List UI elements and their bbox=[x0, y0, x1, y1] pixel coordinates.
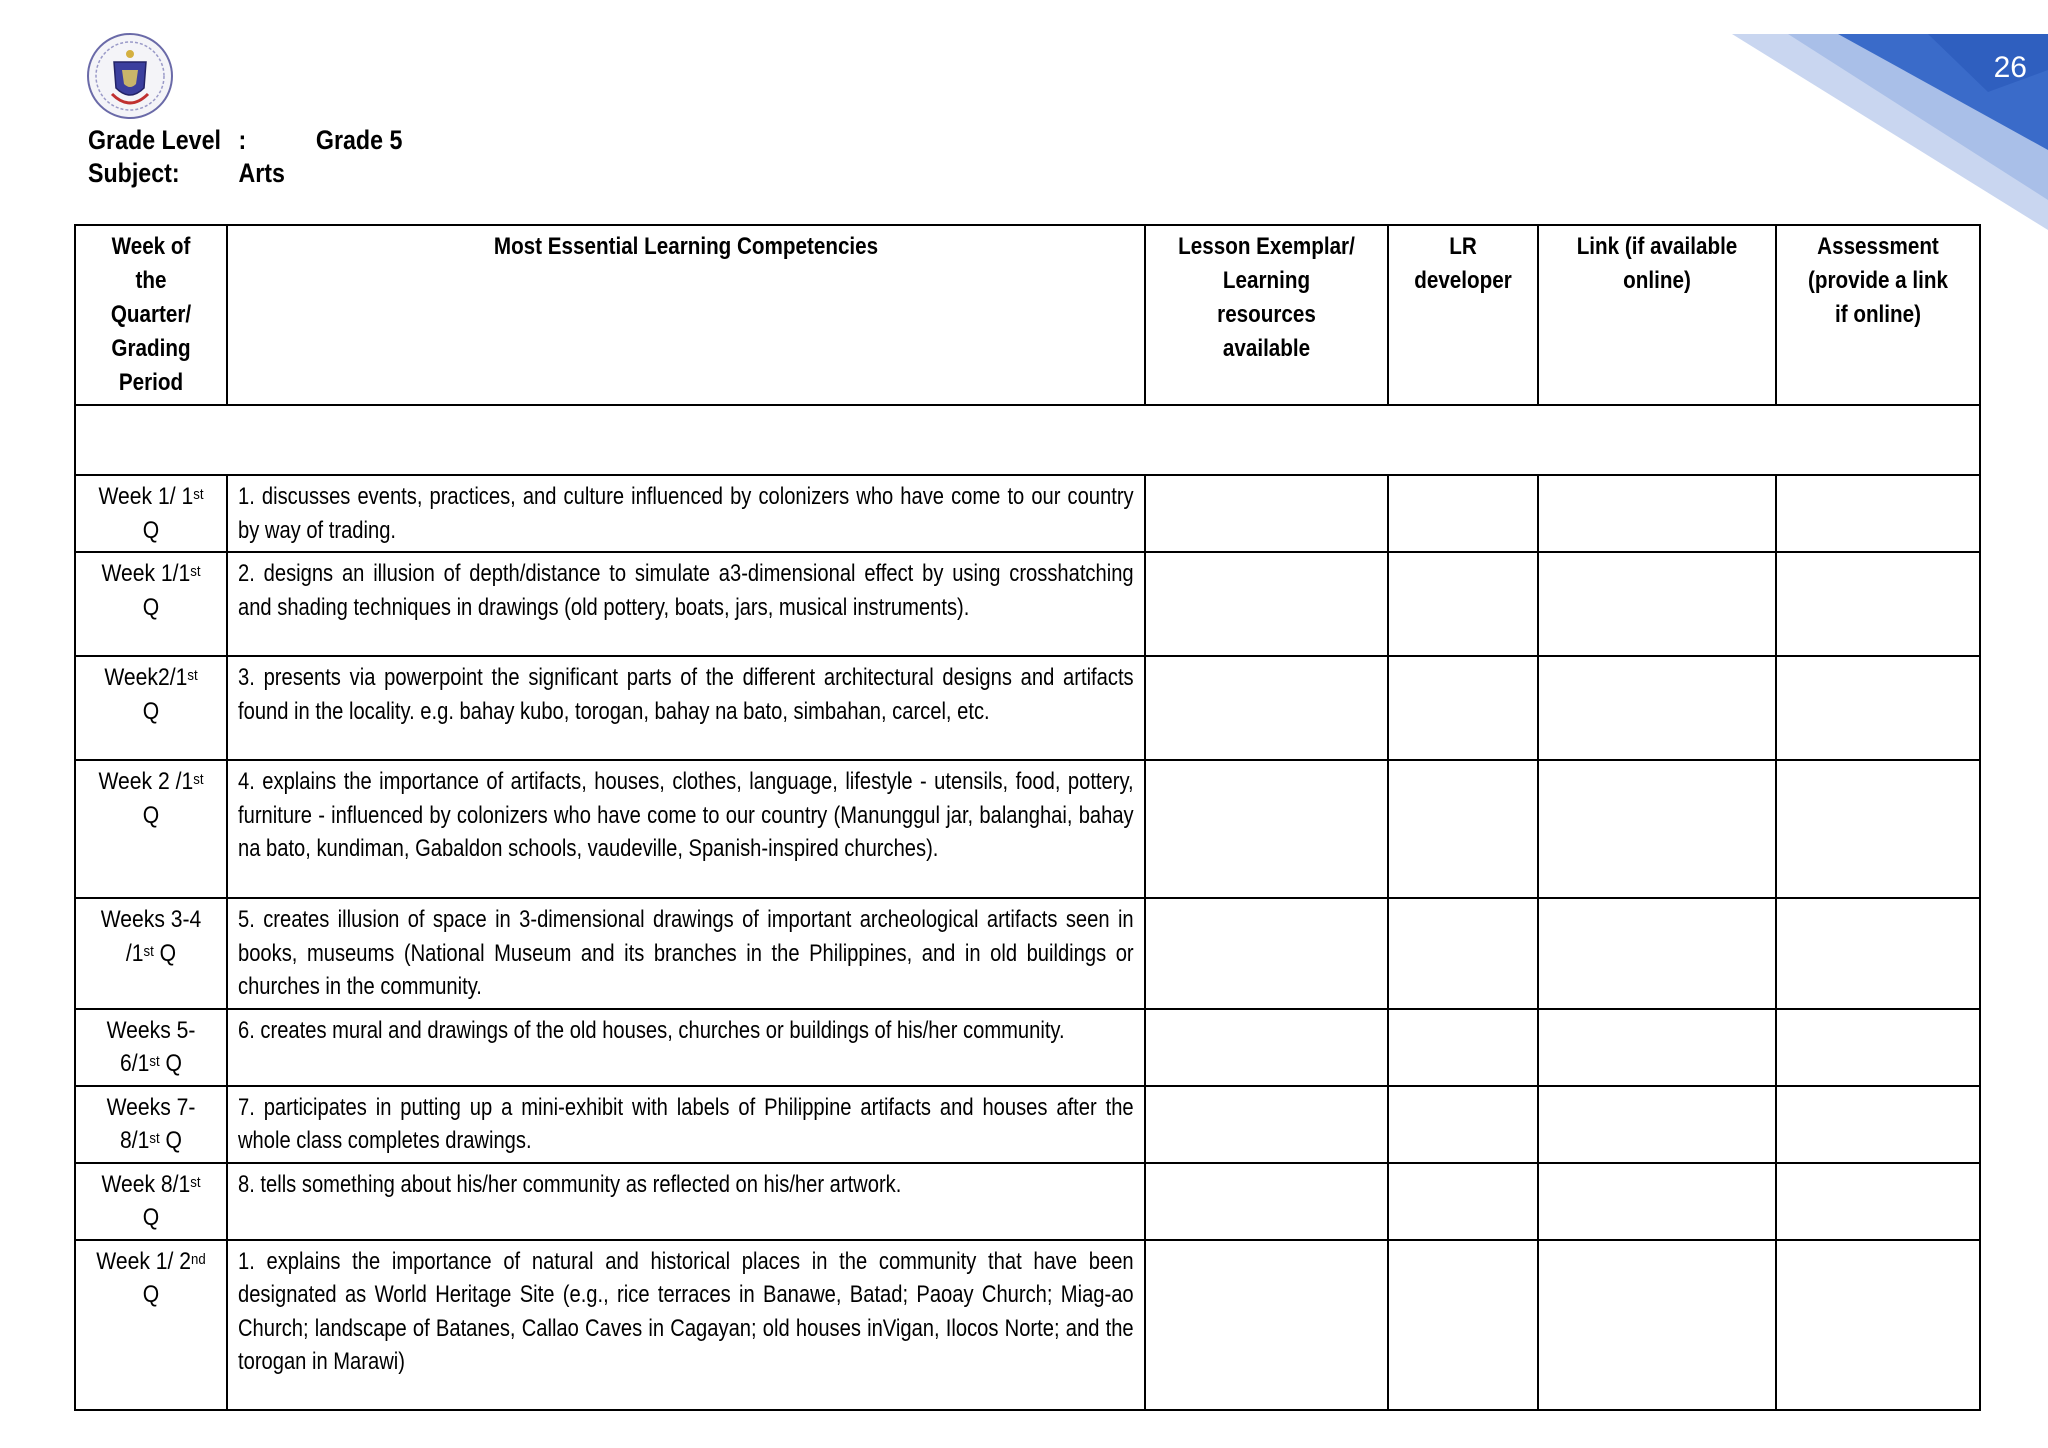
spacer-cell bbox=[75, 405, 1980, 475]
grade-level-value: Grade 5 bbox=[315, 125, 403, 155]
lr-developer-cell bbox=[1388, 898, 1538, 1009]
table-header-row bbox=[75, 225, 1980, 405]
competency-text: 3. presents via powerpoint the significant parts of the different architectural designs and artifacts found in the locality. e.g. bahay kubo, torogan, bahay na bato, simbahan, carcel, etc. bbox=[238, 664, 1134, 725]
week-quarter: Q bbox=[159, 1050, 182, 1077]
header-week: Week of the Quarter/ Grading Period bbox=[75, 225, 227, 405]
lr-developer-cell bbox=[1388, 1163, 1538, 1240]
subject-row bbox=[88, 157, 402, 190]
link-cell bbox=[1538, 475, 1776, 552]
lesson-exemplar-cell bbox=[1145, 475, 1388, 552]
competency-cell bbox=[227, 656, 1145, 760]
document-meta bbox=[88, 124, 402, 190]
week-cell bbox=[75, 1163, 227, 1240]
week-cell bbox=[75, 1086, 227, 1163]
subject-label: Subject: bbox=[88, 158, 180, 188]
week-quarter: Q bbox=[142, 516, 160, 544]
assessment-cell bbox=[1776, 760, 1980, 898]
week-label: Weeks 3-4 /1 bbox=[100, 906, 202, 967]
week-label: Week 1/ 1 bbox=[98, 483, 194, 510]
link-cell bbox=[1538, 898, 1776, 1009]
lesson-exemplar-cell bbox=[1145, 1163, 1388, 1240]
competency-text: 2. designs an illusion of depth/distance to simulate a3-dimensional effect by using crosshatching and shading techniques in drawings (old pottery, boats, jars, musical instruments). bbox=[238, 560, 1134, 621]
header-assessment: Assessment (provide a link if online) bbox=[1776, 225, 1980, 405]
week-label: Week 2 /1 bbox=[98, 768, 194, 795]
lr-developer-cell bbox=[1388, 475, 1538, 552]
assessment-cell bbox=[1776, 552, 1980, 656]
lesson-exemplar-cell bbox=[1145, 760, 1388, 898]
week-cell bbox=[75, 1240, 227, 1410]
table-row bbox=[75, 898, 1980, 1009]
competency-text: 6. creates mural and drawings of the old houses, churches or buildings of his/her community. bbox=[238, 1016, 1065, 1044]
table-row bbox=[75, 656, 1980, 760]
header-link: Link (if available online) bbox=[1538, 225, 1776, 405]
link-cell bbox=[1538, 760, 1776, 898]
header-lesson-exemplar: Lesson Exemplar/ Learning resources available bbox=[1145, 225, 1388, 405]
week-label: Weeks 5-6/1 bbox=[106, 1016, 196, 1077]
week-ordinal-suffix: st bbox=[143, 942, 154, 960]
competency-text: 1. explains the importance of natural and historical places in the community that have been designated as World Heritage Site (e.g., rice terraces in Banawe, Batad; Paoay Church; Miag-ao Church; landscape of Batanes, Callao Caves in Cagayan; old houses inVigan, Ilocos Norte; and the torogan in Marawi) bbox=[238, 1247, 1134, 1375]
table-spacer-row bbox=[75, 405, 1980, 475]
week-quarter: Q bbox=[142, 593, 160, 621]
header-lr-developer: LR developer bbox=[1388, 225, 1538, 405]
assessment-cell bbox=[1776, 475, 1980, 552]
assessment-cell bbox=[1776, 656, 1980, 760]
lesson-exemplar-cell bbox=[1145, 1009, 1388, 1086]
assessment-cell bbox=[1776, 898, 1980, 1009]
competency-cell bbox=[227, 1009, 1145, 1086]
department-seal-logo bbox=[86, 32, 174, 120]
week-quarter: Q bbox=[142, 1204, 160, 1231]
competency-text: 5. creates illusion of space in 3-dimensional drawings of important archeological artifacts seen in books, museums (National Museum and its branches in the Philippines, and in old buildings or churches in the community. bbox=[238, 906, 1134, 1000]
week-ordinal-suffix: st bbox=[190, 1173, 201, 1191]
subject-value: Arts bbox=[238, 158, 285, 188]
table-row bbox=[75, 552, 1980, 656]
week-label: Week 1/ 2 bbox=[96, 1247, 192, 1275]
lr-developer-cell bbox=[1388, 1240, 1538, 1410]
competencies-table bbox=[74, 224, 1981, 1411]
week-ordinal-suffix: st bbox=[149, 1053, 160, 1070]
week-cell bbox=[75, 552, 227, 656]
week-cell bbox=[75, 1009, 227, 1086]
page-number: 26 bbox=[1993, 51, 2027, 84]
week-ordinal-suffix: nd bbox=[191, 1250, 206, 1268]
assessment-cell bbox=[1776, 1240, 1980, 1410]
lesson-exemplar-cell bbox=[1145, 1086, 1388, 1163]
week-quarter: Q bbox=[142, 697, 160, 725]
week-label: Weeks 7-8/1 bbox=[106, 1093, 196, 1154]
week-quarter: Q bbox=[142, 801, 160, 829]
table-row bbox=[75, 475, 1980, 552]
competency-cell bbox=[227, 1163, 1145, 1240]
lr-developer-cell bbox=[1388, 1086, 1538, 1163]
lr-developer-cell bbox=[1388, 552, 1538, 656]
table-row bbox=[75, 1009, 1980, 1086]
competency-cell bbox=[227, 475, 1145, 552]
link-cell bbox=[1538, 656, 1776, 760]
corner-decoration bbox=[1728, 0, 2048, 240]
grade-level-label: Grade Level bbox=[88, 125, 221, 155]
link-cell bbox=[1538, 1086, 1776, 1163]
lesson-exemplar-cell bbox=[1145, 1240, 1388, 1410]
week-quarter: Q bbox=[159, 1127, 182, 1154]
lr-developer-cell bbox=[1388, 656, 1538, 760]
competency-text: 8. tells something about his/her community as reflected on his/her artwork. bbox=[238, 1170, 902, 1198]
week-label: Week 8/1 bbox=[101, 1170, 191, 1198]
competency-cell bbox=[227, 760, 1145, 898]
lesson-exemplar-cell bbox=[1145, 898, 1388, 1009]
lesson-exemplar-cell bbox=[1145, 552, 1388, 656]
link-cell bbox=[1538, 552, 1776, 656]
week-cell bbox=[75, 898, 227, 1009]
assessment-cell bbox=[1776, 1009, 1980, 1086]
lesson-exemplar-cell bbox=[1145, 656, 1388, 760]
table-row bbox=[75, 1086, 1980, 1163]
competency-text: 4. explains the importance of artifacts, houses, clothes, language, lifestyle - utensils, food, pottery, furniture - influenced by colonizers who have come to our country (Manunggul jar, balanghai, bahay na bato, kundiman, Gabaldon schools, vaudeville, Spanish-inspired churches). bbox=[238, 768, 1134, 862]
competency-cell bbox=[227, 1240, 1145, 1410]
assessment-cell bbox=[1776, 1086, 1980, 1163]
competency-text: 1. discusses events, practices, and culture influenced by colonizers who have come to our country by way of trading. bbox=[238, 483, 1134, 544]
competency-cell bbox=[227, 552, 1145, 656]
competency-text: 7. participates in putting up a mini-exhibit with labels of Philippine artifacts and houses after the whole class completes drawings. bbox=[238, 1093, 1134, 1154]
week-cell bbox=[75, 656, 227, 760]
table-body bbox=[75, 405, 1980, 1410]
week-quarter: Q bbox=[142, 1281, 160, 1308]
week-label: Week2/1 bbox=[104, 664, 188, 691]
week-cell bbox=[75, 760, 227, 898]
grade-level-colon: : bbox=[238, 125, 247, 155]
week-quarter: Q bbox=[153, 939, 177, 967]
week-ordinal-suffix: st bbox=[149, 1130, 160, 1147]
table-row bbox=[75, 1240, 1980, 1410]
table-row bbox=[75, 1163, 1980, 1240]
header-competencies: Most Essential Learning Competencies bbox=[227, 225, 1145, 405]
link-cell bbox=[1538, 1163, 1776, 1240]
link-cell bbox=[1538, 1240, 1776, 1410]
week-ordinal-suffix: st bbox=[193, 771, 204, 788]
link-cell bbox=[1538, 1009, 1776, 1086]
week-label: Week 1/1 bbox=[101, 560, 191, 587]
lr-developer-cell bbox=[1388, 1009, 1538, 1086]
assessment-cell bbox=[1776, 1163, 1980, 1240]
week-cell bbox=[75, 475, 227, 552]
table-row bbox=[75, 760, 1980, 898]
week-ordinal-suffix: st bbox=[190, 563, 201, 580]
week-ordinal-suffix: st bbox=[187, 667, 198, 684]
lr-developer-cell bbox=[1388, 760, 1538, 898]
competency-cell bbox=[227, 898, 1145, 1009]
week-ordinal-suffix: st bbox=[193, 486, 204, 503]
grade-level-row bbox=[88, 124, 402, 157]
competency-cell bbox=[227, 1086, 1145, 1163]
